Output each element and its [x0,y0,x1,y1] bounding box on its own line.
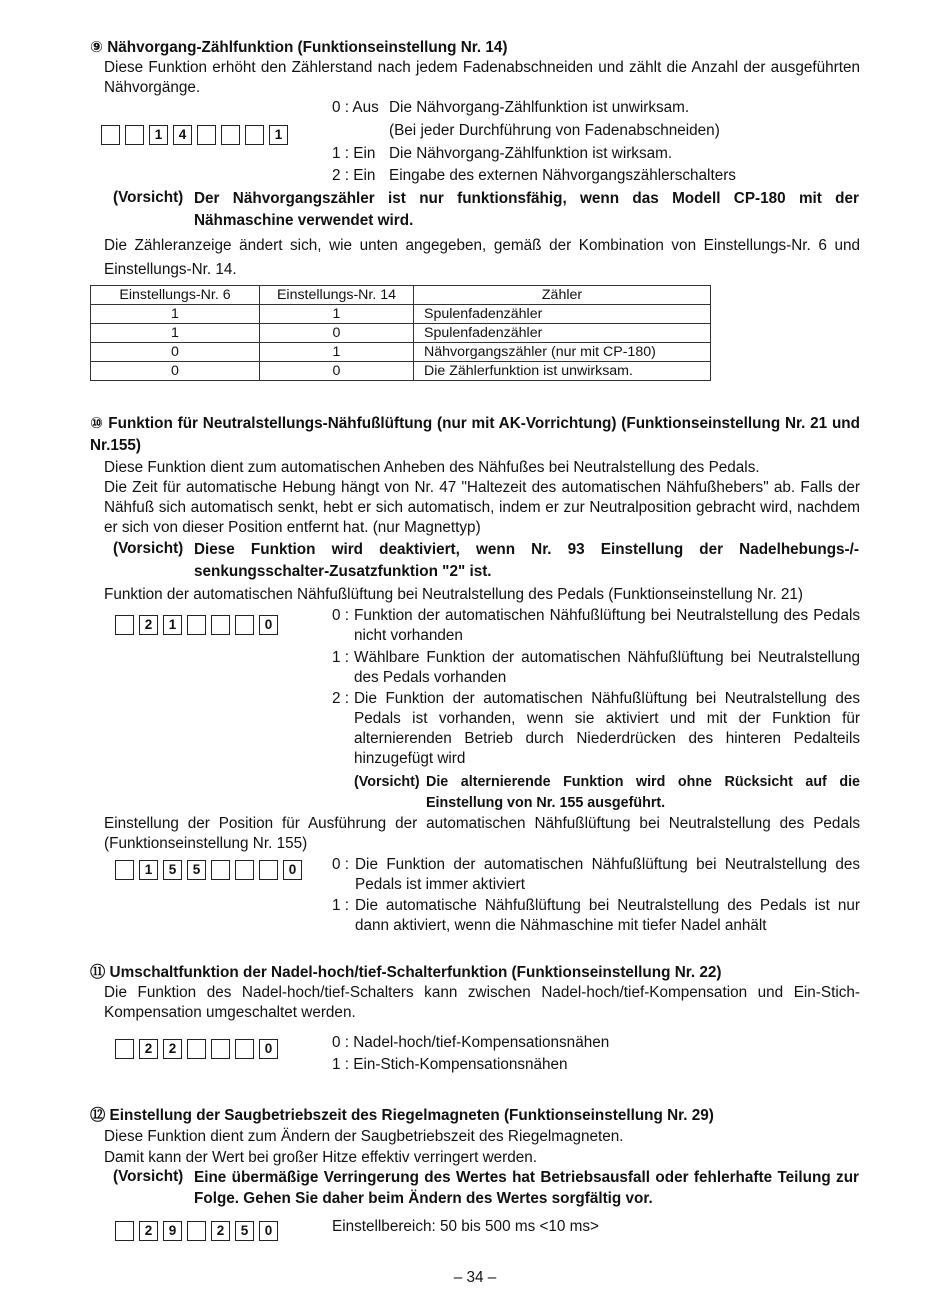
display-digit [125,125,144,145]
table-header: Zähler [414,286,711,305]
option-0-key: 0 : Aus [332,99,379,116]
counter-note: Die Zähleranzeige ändert sich, wie unten angegeben, gemäß der Kombination von Einstellungs-Nr. 6 und Einstellungs-Nr. 14. [104,237,860,278]
display-digit: 1 [139,860,158,880]
display-digit: 1 [149,125,168,145]
display-digit: 5 [187,860,206,880]
option-0-key: 0 : [332,856,350,873]
table-header: Einstellungs-Nr. 6 [91,286,260,305]
table-cell: 0 [260,362,414,381]
display-digit: 5 [163,860,182,880]
caution-label: (Vorsicht) [354,774,420,790]
option-2-key: 2 : Ein [332,167,376,184]
display-digit: 2 [139,615,158,635]
display-digit [211,860,230,880]
section-12-description-2: Damit kann der Wert bei großer Hitze effektiv verringert werden. [104,1149,538,1166]
display-digit: 9 [163,1221,182,1241]
section-9-title: ⑨ Nähvorgang-Zählfunktion (Funktionseinstellung Nr. 14) [90,39,508,56]
display-digit: 1 [163,615,182,635]
display-digit: 0 [259,615,278,635]
caution-label: (Vorsicht) [113,1168,184,1185]
section-10-title: ⑩ Funktion für Neutralstellungs-Nähfußlüftung (nur mit AK-Vorrichtung) (Funktionseinstellung Nr. 21 und Nr.155) [90,415,860,454]
display-digit [187,1221,206,1241]
table-row [91,305,711,324]
caution-text: Diese Funktion wird deaktiviert, wenn Nr. 93 Einstellung der Nadelhebungs-/-senkungsschalter-Zusatzfunktion "2" ist. [194,541,859,580]
table-row [91,324,711,343]
option-0-text: Die Nähvorgang-Zählfunktion ist unwirksam. [389,99,690,116]
display-digit: 0 [259,1221,278,1241]
display-digit [115,1039,134,1059]
option-0-subtext: (Bei jeder Durchführung von Fadenabschneiden) [389,122,720,139]
display-digit [235,1039,254,1059]
section-12-title: ⑫ Einstellung der Saugbetriebszeit des Riegelmagneten (Funktionseinstellung Nr. 29) [90,1107,714,1124]
page-number: – 34 – [453,1269,497,1286]
counter-table [90,285,711,381]
display-digit [197,125,216,145]
section-11-title: ⑪ Umschaltfunktion der Nadel-hoch/tief-Schalterfunktion (Funktionseinstellung Nr. 22) [90,964,722,981]
display-digit: 2 [163,1039,182,1059]
table-cell: Die Zählerfunktion ist unwirksam. [414,362,711,381]
option-2-text: Die Funktion der automatischen Nähfußlüftung bei Neutralstellung des Pedals ist vorhanden, wenn sie aktiviert und mit der Funktion für alternierenden Betrieb durch Niederdrücken des hinteren Pedalteils hinzugefügt wird [354,690,860,767]
table-cell: 0 [91,362,260,381]
caution-text: Der Nähvorgangszähler ist nur funktionsfähig, wenn das Modell CP-180 mit der Nähmaschine verwendet wird. [194,190,859,229]
function-display-21 [115,615,283,635]
option-1-text: 1 : Ein-Stich-Kompensationsnähen [332,1056,568,1073]
display-digit: 1 [269,125,288,145]
table-cell: 1 [91,305,260,324]
option-0-text: Die Funktion der automatischen Nähfußlüftung bei Neutralstellung des Pedals ist immer aktiviert [355,856,860,893]
option-2-text: Eingabe des externen Nähvorgangszählerschalters [389,167,736,184]
table-cell: 1 [260,305,414,324]
display-digit [235,615,254,635]
table-cell: 1 [260,343,414,362]
subsection-155-title: Einstellung der Position für Ausführung der automatischen Nähfußlüftung bei Neutralstellung des Pedals (Funktionseinstellung Nr. 155) [104,815,860,852]
function-display-29 [115,1221,283,1241]
display-digit: 2 [139,1221,158,1241]
section-10-description-2: Die Zeit für automatische Hebung hängt von Nr. 47 "Haltezeit des automatischen Nähfußhebers" ab. Falls der Nähfuß sich automatisch senkt, hebt er sich automatisch, indem er zur Neutralposition gebracht wird, nachdem er sich von dieser Position entfernt hat. (nur Magnettyp) [104,479,860,536]
display-digit: 2 [211,1221,230,1241]
display-digit [101,125,120,145]
display-digit: 0 [283,860,302,880]
display-digit [115,860,134,880]
display-digit [235,860,254,880]
option-0-text: 0 : Nadel-hoch/tief-Kompensationsnähen [332,1034,610,1051]
caution-label: (Vorsicht) [113,540,184,557]
display-digit: 0 [259,1039,278,1059]
section-10-description-1: Diese Funktion dient zum automatischen Anheben des Nähfußes bei Neutralstellung des Pedals. [104,459,760,476]
display-digit [211,615,230,635]
caution-label: (Vorsicht) [113,189,184,206]
table-row [91,362,711,381]
function-display-155 [115,860,307,880]
section-11-description: Die Funktion des Nadel-hoch/tief-Schalters kann zwischen Nadel-hoch/tief-Kompensation und Ein-Stich-Kompensation umgeschaltet werden. [104,984,860,1021]
subsection-21-title: Funktion der automatischen Nähfußlüftung bei Neutralstellung des Pedals (Funktionseinstellung Nr. 21) [104,586,803,603]
function-display-14 [101,125,293,145]
section-12-description-1: Diese Funktion dient zum Ändern der Saugbetriebszeit des Riegelmagneten. [104,1128,624,1145]
option-1-key: 1 : [332,649,350,666]
display-digit: 5 [235,1221,254,1241]
table-cell: 0 [260,324,414,343]
display-digit: 4 [173,125,192,145]
option-0-text: Funktion der automatischen Nähfußlüftung bei Neutralstellung des Pedals nicht vorhanden [354,607,860,644]
display-digit [211,1039,230,1059]
option-1-text: Die automatische Nähfußlüftung bei Neutralstellung des Pedals ist nur dann aktiviert, wenn die Nähmaschine mit tiefer Nadel anhält [355,897,860,934]
table-cell: Spulenfadenzähler [414,324,711,343]
option-1-text: Wählbare Funktion der automatischen Nähfußlüftung bei Neutralstellung des Pedals vorhanden [354,649,860,686]
caution-text: Eine übermäßige Verringerung des Wertes hat Betriebsausfall oder fehlerhafte Teilung zur Folge. Gehen Sie daher beim Ändern des Wertes sorgfältig vor. [194,1169,859,1207]
display-digit [259,860,278,880]
option-1-key: 1 : [332,897,350,914]
table-header-row [91,286,711,305]
table-row [91,343,711,362]
option-1-key: 1 : Ein [332,145,376,162]
function-display-22 [115,1039,283,1059]
display-digit [115,1221,134,1241]
caution-text: Die alternierende Funktion wird ohne Rücksicht auf die Einstellung von Nr. 155 ausgeführt. [426,774,860,811]
display-digit [187,1039,206,1059]
display-digit: 2 [139,1039,158,1059]
option-1-text: Die Nähvorgang-Zählfunktion ist wirksam. [389,145,673,162]
display-digit [187,615,206,635]
display-digit [221,125,240,145]
section-9-description: Diese Funktion erhöht den Zählerstand nach jedem Fadenabschneiden und zählt die Anzahl der ausgeführten Nähvorgänge. [104,59,860,96]
table-cell: 0 [91,343,260,362]
table-cell: Spulenfadenzähler [414,305,711,324]
table-header: Einstellungs-Nr. 14 [260,286,414,305]
table-cell: 1 [91,324,260,343]
option-2-key: 2 : [332,690,350,707]
setting-range: Einstellbereich: 50 bis 500 ms <10 ms> [332,1218,599,1235]
table-cell: Nähvorgangszähler (nur mit CP-180) [414,343,711,362]
option-0-key: 0 : [332,607,350,624]
display-digit [245,125,264,145]
display-digit [115,615,134,635]
